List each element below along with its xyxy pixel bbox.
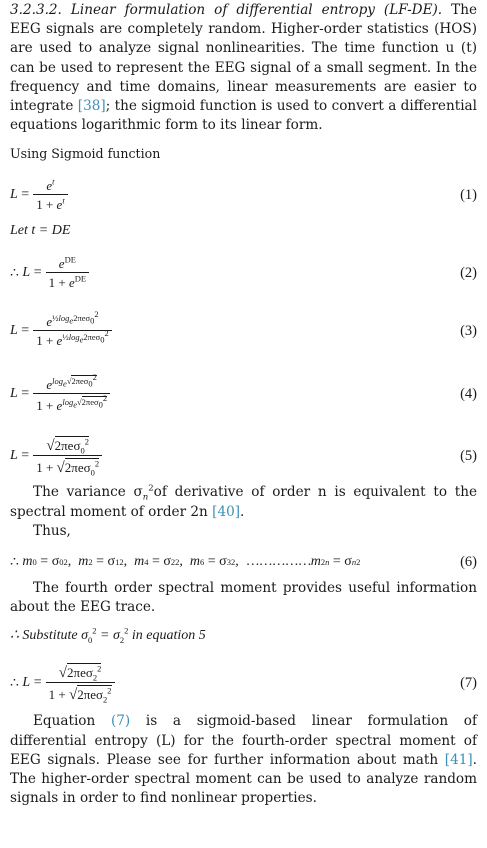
section-paragraph (10, 1, 477, 135)
variance-text-a: The variance σ (33, 484, 143, 501)
equation-number: (3) (460, 322, 477, 339)
section-text-b: ; the sigmoid function is used to convert a differential equations logarithmic form to its linear form. (10, 98, 477, 134)
final-text-b: is a sigmoid-based linear formulation of differential entropy (L) for the fourth-order spectral moment of EEG signals. Please see for further information about math (10, 713, 477, 768)
equation-7-link[interactable]: (7) (110, 713, 131, 730)
final-text-a: Equation (33, 713, 111, 730)
substitute-statement: ∴ Substitute $\sigma_0^2 = \sigma_2^2$ in equation 5 (10, 625, 206, 646)
let-t-label: Let t = DE (10, 223, 71, 239)
equation-number: (2) (460, 264, 477, 281)
equation-1: L = $\frac{e^t}{1 + e^t}$ (1) (10, 177, 477, 213)
substitute-text-end: in equation 5 (128, 628, 206, 644)
thus-label: Thus, (33, 522, 71, 539)
variance-paragraph: The variance $\sigma_n^2of$ derivative of order n is equivalent to the spectral moment of order 2n [40]. (10, 483, 478, 520)
paper-page (0, 1, 487, 848)
citation-41-link[interactable]: [41] (444, 751, 473, 768)
equation-6: ∴ m 0 = σ 0 2 , m 2 = σ 1 2 , m 4 = σ 2 2 , m 6 = σ 3 2 , …………… m 2n = σ n 2 (6) (10, 553, 477, 570)
final-paragraph (10, 712, 477, 808)
substitute-text-a: ∴ Substitute σ (10, 628, 89, 644)
substitute-text-mid: = σ (96, 628, 120, 644)
final-text-c: . The higher-order spectral moment can be used to analyze random signals in order to find nonlinear properties. (10, 751, 477, 807)
equation-number: (4) (460, 385, 477, 402)
fourth-moment-paragraph: The fourth order spectral moment provides useful information about the EEG trace. (10, 580, 477, 616)
citation-40-link[interactable]: [40] (212, 503, 241, 520)
equation-5: L = $\frac{√2\pi e\sigma_0^2}{1 + √2\pi e\sigma_0^2}$ (5) (10, 437, 477, 479)
equation-number: (1) (460, 186, 477, 203)
equation-number: (6) (460, 553, 477, 570)
using-sigmoid-label: Using Sigmoid function (10, 146, 161, 162)
variance-text-b: of derivative of order n is equivalent to the spectral moment of order 2n (10, 484, 478, 520)
section-heading: 3.2.3.2. Linear formulation of differential entropy (LF-DE). (10, 2, 443, 18)
variance-text-end: . (240, 503, 245, 520)
equation-4: L = $\frac{e^{log_e√2\pi e\sigma_0^2}}{1 + e^{log_e√2\pi e\sigma_0^2}}$ (4) (10, 372, 477, 414)
equation-number: (7) (460, 674, 477, 691)
section-text-a: The EEG signals are completely random. Higher-order statistics (HOS) are used to analyze signal nonlinearities. The time function u (t) can be used to represent the EEG signal of a small segment. In the frequency and time domains, linear measurements are easier to integrate (10, 2, 477, 115)
citation-38-link[interactable]: [38] (77, 98, 106, 115)
equation-2: ∴ L = $\frac{e^{DE}}{1 + e^{DE}}$ (2) (10, 255, 477, 291)
equation-number: (5) (460, 447, 477, 464)
equation-7: ∴ L = $\frac{√2\pi e\sigma_2^2}{1 + √2\pi e\sigma_2^2}$ (7) (10, 664, 477, 706)
equation-3: L = $\frac{e^{\frac{1}{2}log_e2\pi e\sigma_0^2}}{1 + e^{\frac{1}{2}log_e2\pi e\sigma_0^2}}$ (3) (10, 309, 477, 349)
